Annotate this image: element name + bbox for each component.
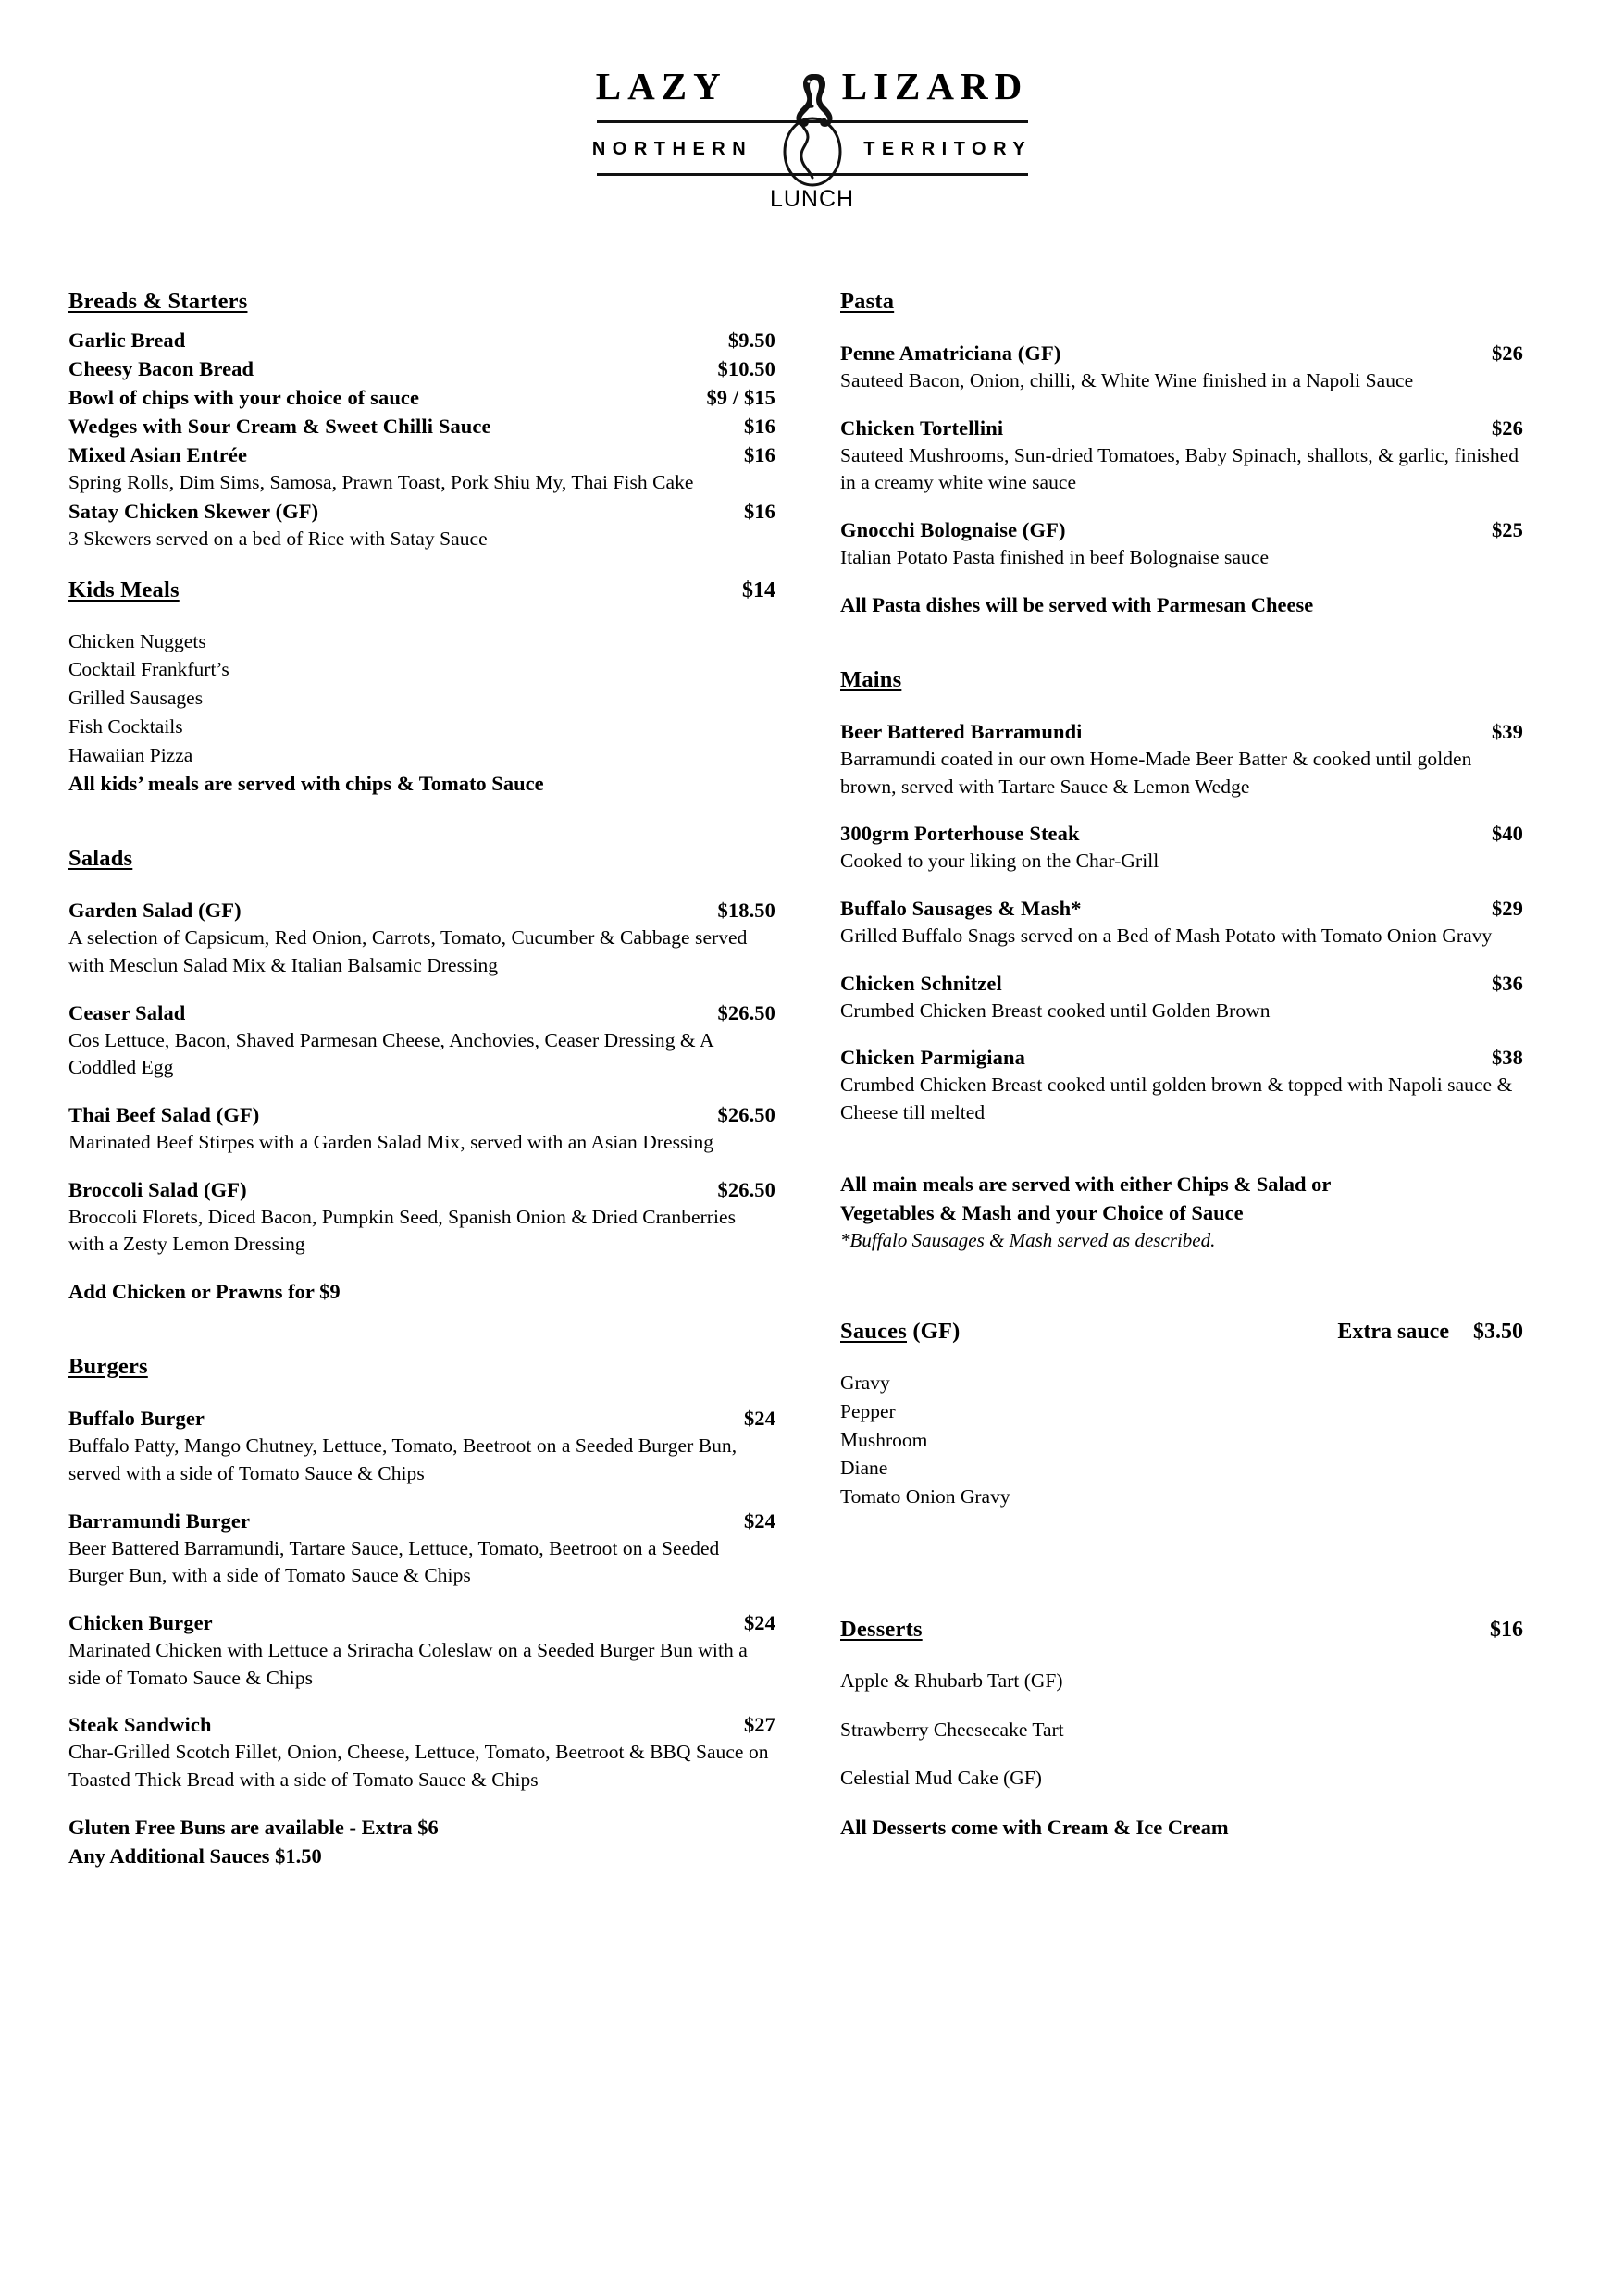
item-name: Mixed Asian Entrée <box>68 443 248 467</box>
section-title-kids: Kids Meals <box>68 577 180 602</box>
item-name: Garlic Bread <box>68 329 186 352</box>
kids-item: Grilled Sausages <box>68 687 204 710</box>
sauce-item: Pepper <box>840 1399 896 1422</box>
item-price: $24 <box>743 1407 775 1431</box>
menu-item <box>68 1404 775 1487</box>
item-price: $40 <box>1491 822 1523 846</box>
menu-item-row <box>840 414 1523 442</box>
item-name: Chicken Burger <box>68 1610 213 1634</box>
menu-item-row <box>68 497 775 526</box>
pasta-note: All Pasta dishes will be served with Parmesan Cheese <box>840 592 1314 616</box>
menu-item-row <box>840 819 1523 848</box>
item-name: Gnocchi Bolognaise (GF) <box>840 518 1066 542</box>
item-price: $10.50 <box>717 357 775 381</box>
item-name: Chicken Parmigiana <box>840 1046 1025 1070</box>
mains-note-italic: *Buffalo Sausages & Mash served as described. <box>840 1228 1216 1251</box>
item-price: $25 <box>1491 518 1523 542</box>
menu-item-row <box>68 441 775 469</box>
menu-type-label: LUNCH <box>769 186 855 212</box>
item-description: Crumbed Chicken Breast cooked until Golden Brown <box>840 999 1271 1022</box>
menu-item <box>840 969 1523 1025</box>
item-price: $24 <box>743 1508 775 1533</box>
item-description: A selection of Capsicum, Red Onion, Carrots, Tomato, Cucumber & Cabbage served with Mesclun Salad Mix & Italian Balsamic Dressing <box>68 926 748 977</box>
kids-item: Chicken Nuggets <box>68 629 206 652</box>
menu-item <box>840 1043 1523 1126</box>
menu-column-right <box>796 289 1592 1894</box>
item-description: Broccoli Florets, Diced Bacon, Pumpkin Seed, Spanish Onion & Dried Cranberries with a Zesty Lemon Dressing <box>68 1205 737 1256</box>
menu-item-row <box>840 717 1523 746</box>
item-price: $39 <box>1491 719 1523 743</box>
kids-item: Fish Cocktails <box>68 714 183 738</box>
sauces-extra-price: $3.50 <box>1473 1320 1523 1345</box>
item-price: $26 <box>1491 341 1523 365</box>
menu-item-row <box>68 1175 775 1204</box>
item-name: Buffalo Sausages & Mash* <box>840 896 1082 920</box>
menu-item-row <box>68 1710 775 1739</box>
menu-item <box>68 1507 775 1590</box>
section-title-sauces <box>840 1319 960 1345</box>
desserts-heading-row <box>840 1617 1523 1643</box>
item-description: Cos Lettuce, Bacon, Shaved Parmesan Cheese, Anchovies, Ceaser Dressing & A Coddled Egg <box>68 1028 713 1079</box>
desserts-note: All Desserts come with Cream & Ice Cream <box>840 1816 1229 1839</box>
menu-item-row <box>68 383 775 412</box>
item-price: $26 <box>1491 416 1523 440</box>
menu-item <box>68 896 775 979</box>
menu-item <box>68 1175 775 1259</box>
menu-item <box>68 999 775 1082</box>
burgers-note-sauces: Any Additional Sauces $1.50 <box>68 1843 322 1868</box>
sauces-heading-row <box>840 1319 1523 1345</box>
item-price: $16 <box>743 443 775 467</box>
item-description: Spring Rolls, Dim Sims, Samosa, Prawn Toast, Pork Shiu My, Thai Fish Cake <box>68 471 694 494</box>
item-price: $16 <box>743 499 775 523</box>
menu-header <box>0 0 1624 213</box>
menu-item-row <box>68 1404 775 1433</box>
item-description: Italian Potato Pasta finished in beef Bolognaise sauce <box>840 546 1270 569</box>
kids-item: Hawaiian Pizza <box>68 743 193 766</box>
menu-item <box>840 339 1523 395</box>
item-name: Thai Beef Salad (GF) <box>68 1103 260 1127</box>
section-title-pasta: Pasta <box>840 289 895 314</box>
item-price: $27 <box>743 1713 775 1737</box>
kids-heading-row <box>68 577 775 603</box>
menu-columns <box>0 289 1624 1894</box>
menu-item <box>840 717 1523 800</box>
section-title-mains: Mains <box>840 666 902 692</box>
item-name: Ceaser Salad <box>68 1000 186 1024</box>
menu-item <box>840 819 1523 875</box>
section-breads-starters <box>68 289 775 553</box>
sauce-item: Gravy <box>840 1371 890 1395</box>
menu-item-row <box>68 354 775 383</box>
item-description: Sauteed Bacon, Onion, chilli, & White Wine finished in a Napoli Sauce <box>840 369 1414 392</box>
kids-note: All kids’ meals are served with chips & Tomato Sauce <box>68 772 544 796</box>
menu-item-row <box>68 896 775 925</box>
item-name: Satay Chicken Skewer (GF) <box>68 499 319 523</box>
item-name: Penne Amatriciana (GF) <box>840 341 1061 365</box>
item-description: Char-Grilled Scotch Fillet, Onion, Cheese, Lettuce, Tomato, Beetroot & BBQ Sauce on Toasted Thick Bread with a side of Tomato Sauce & Chips <box>68 1741 769 1791</box>
logo-sub-territory: TERRITORY <box>863 138 1033 159</box>
item-description: Buffalo Patty, Mango Chutney, Lettuce, Tomato, Beetroot on a Seeded Burger Bun, served with a side of Tomato Sauce & Chips <box>68 1434 738 1484</box>
item-price: $9.50 <box>727 329 775 352</box>
item-description: Grilled Buffalo Snags served on a Bed of Mash Potato with Tomato Onion Gravy <box>840 924 1493 947</box>
item-description: Sauteed Mushrooms, Sun-dried Tomatoes, Baby Spinach, shallots, & garlic, finished in a creamy white wine sauce <box>840 443 1519 494</box>
mains-note-line2: Vegetables & Mash and your Choice of Sauce <box>840 1200 1244 1224</box>
menu-item <box>840 894 1523 950</box>
dessert-item: Apple & Rhubarb Tart (GF) <box>840 1669 1063 1692</box>
salads-note: Add Chicken or Prawns for $9 <box>68 1280 341 1304</box>
item-price: $26.50 <box>717 1000 775 1024</box>
menu-item-row <box>68 412 775 441</box>
sauces-title-text: Sauces <box>840 1319 907 1345</box>
menu-item <box>840 414 1523 497</box>
item-name: Garden Salad (GF) <box>68 899 242 923</box>
sauce-item: Tomato Onion Gravy <box>840 1485 1010 1508</box>
menu-column-left <box>0 289 796 1894</box>
item-description: Crumbed Chicken Breast cooked until golden brown & topped with Napoli sauce & Cheese till melted <box>840 1074 1513 1123</box>
logo-word-lazy: LAZY <box>595 64 727 107</box>
menu-item-row <box>68 1608 775 1637</box>
item-name: 300grm Porterhouse Steak <box>840 822 1080 846</box>
item-price: $26.50 <box>717 1103 775 1127</box>
section-sauces <box>840 1319 1523 1511</box>
lizard-icon <box>776 61 849 191</box>
item-price: $16 <box>743 415 775 439</box>
item-name: Steak Sandwich <box>68 1713 212 1737</box>
menu-item-row <box>840 515 1523 544</box>
sauces-extra <box>1337 1320 1523 1345</box>
section-title-burgers: Burgers <box>68 1354 148 1380</box>
item-description: Barramundi coated in our own Home-Made Beer Batter & cooked until golden brown, served with Tartare Sauce & Lemon Wedge <box>840 747 1472 798</box>
item-name: Chicken Schnitzel <box>840 971 1002 995</box>
item-price: $24 <box>743 1610 775 1634</box>
section-desserts <box>840 1617 1523 1842</box>
menu-item-row <box>68 1507 775 1535</box>
kids-item: Cocktail Frankfurt’s <box>68 658 229 681</box>
item-price: $18.50 <box>717 899 775 923</box>
dessert-item: Celestial Mud Cake (GF) <box>840 1767 1042 1790</box>
menu-item-row <box>68 1100 775 1129</box>
menu-item-row <box>840 1043 1523 1072</box>
kids-price: $14 <box>742 577 775 602</box>
menu-item-row <box>840 969 1523 998</box>
item-description: Beer Battered Barramundi, Tartare Sauce, Lettuce, Tomato, Beetroot on a Seeded Burger Bun, with a side of Tomato Sauce & Chips <box>68 1536 720 1587</box>
logo-sub-northern: NORTHERN <box>591 138 753 159</box>
item-name: Buffalo Burger <box>68 1407 205 1431</box>
sauce-item: Diane <box>840 1457 888 1480</box>
item-name: Bowl of chips with your choice of sauce <box>68 386 420 410</box>
sauces-extra-label: Extra sauce <box>1337 1320 1449 1345</box>
section-kids-meals <box>68 577 775 799</box>
item-price: $26.50 <box>717 1177 775 1201</box>
item-name: Wedges with Sour Cream & Sweet Chilli Sauce <box>68 415 491 439</box>
dessert-item: Strawberry Cheesecake Tart <box>840 1718 1064 1741</box>
sauce-item: Mushroom <box>840 1428 928 1451</box>
section-title-salads: Salads <box>68 846 133 872</box>
mains-note-line1: All main meals are served with either Chips & Salad or <box>840 1172 1332 1196</box>
item-description: Cooked to your liking on the Char-Grill <box>840 850 1159 873</box>
logo <box>591 57 1033 182</box>
menu-item <box>840 515 1523 572</box>
section-title-breads: Breads & Starters <box>68 289 248 314</box>
item-price: $38 <box>1491 1046 1523 1070</box>
item-name: Beer Battered Barramundi <box>840 719 1083 743</box>
section-title-desserts: Desserts <box>840 1616 923 1642</box>
item-description: Marinated Chicken with Lettuce a Sriracha Coleslaw on a Seeded Burger Bun with a side of Tomato Sauce & Chips <box>68 1638 748 1689</box>
menu-item-row <box>68 999 775 1027</box>
item-name: Barramundi Burger <box>68 1508 251 1533</box>
section-salads <box>68 846 775 1306</box>
burgers-note-gf-buns: Gluten Free Buns are available - Extra $6 <box>68 1815 439 1839</box>
menu-item-row <box>840 339 1523 367</box>
item-name: Chicken Tortellini <box>840 416 1004 440</box>
item-name: Broccoli Salad (GF) <box>68 1177 247 1201</box>
item-name: Cheesy Bacon Bread <box>68 357 254 381</box>
sauces-title-suffix: (GF) <box>907 1319 961 1345</box>
section-pasta <box>840 289 1523 619</box>
menu-item <box>68 1710 775 1793</box>
item-description: Marinated Beef Stirpes with a Garden Salad Mix, served with an Asian Dressing <box>68 1131 714 1154</box>
menu-item-row <box>68 326 775 354</box>
item-description: 3 Skewers served on a bed of Rice with Satay Sauce <box>68 527 488 550</box>
menu-item-row <box>840 894 1523 923</box>
menu-item <box>68 1608 775 1692</box>
desserts-price: $16 <box>1490 1617 1523 1642</box>
section-burgers <box>68 1354 775 1870</box>
item-price: $36 <box>1491 971 1523 995</box>
section-mains <box>840 667 1523 1254</box>
item-price: $29 <box>1491 896 1523 920</box>
menu-item <box>68 1100 775 1157</box>
logo-word-lizard: LIZARD <box>841 64 1029 107</box>
item-price: $9 / $15 <box>706 386 775 410</box>
